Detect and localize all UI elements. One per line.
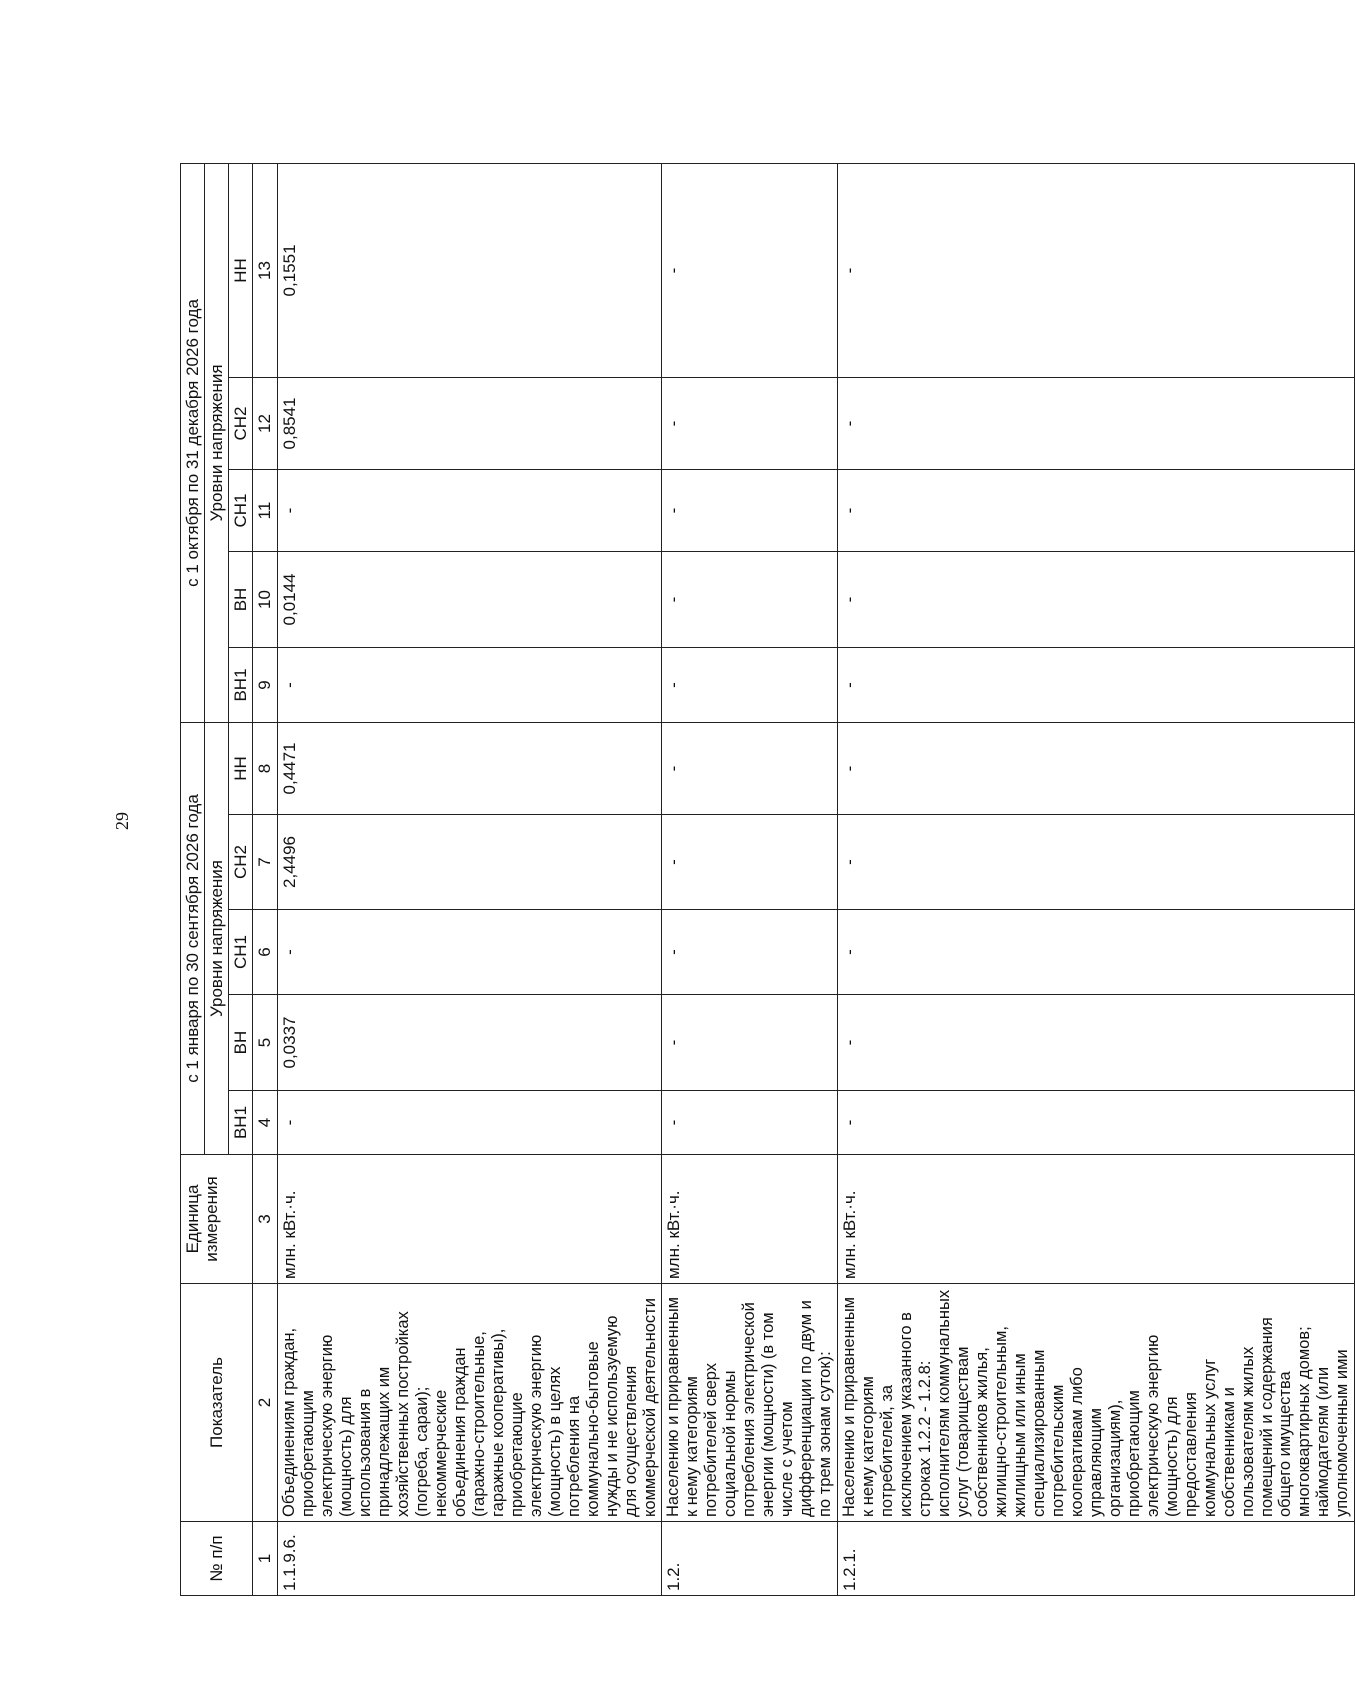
value-cell: - [662, 377, 838, 469]
value-cell: - [662, 995, 838, 1091]
value-cell: - [662, 910, 838, 995]
column-number: 10 [253, 551, 278, 647]
table-row [662, 163, 838, 1595]
column-number: 2 [253, 1284, 278, 1522]
level-sn1: СН1 [229, 910, 253, 995]
column-number: 6 [253, 910, 278, 995]
value-cell: - [278, 469, 662, 551]
header-unit: Единица измерения [181, 1155, 253, 1284]
value-cell: - [838, 815, 1355, 910]
value-cell: - [662, 1091, 838, 1155]
row-indicator: Объединениям граждан, приобретающим электрическую энергию (мощность) для использования в принадлежащих им хозяйственных постройках (погреба, сараи); некоммерческие объединения граждан (гаражно-строительные, гаражные кооперативы), приобретающие электрическую энергию (мощность) в целях потребления на коммунально-бытовые нужды и не используемую для осуществления коммерческой деятельности [278, 1284, 662, 1522]
column-number: 5 [253, 995, 278, 1091]
row-number: 1.1.9.6. [278, 1522, 662, 1596]
header-no: № п/п [181, 1522, 253, 1596]
value-cell: - [838, 647, 1355, 722]
row-unit: млн. кВт.·ч. [838, 1155, 1355, 1284]
column-number: 11 [253, 469, 278, 551]
value-cell: - [662, 647, 838, 722]
level-vn: ВН [229, 551, 253, 647]
column-number: 13 [253, 163, 278, 377]
column-number: 4 [253, 1091, 278, 1155]
rotated-table-container [180, 164, 1352, 1596]
value-cell: - [838, 551, 1355, 647]
column-number: 8 [253, 722, 278, 814]
table-row [278, 163, 662, 1595]
value-cell: 0,1551 [278, 163, 662, 377]
level-vn: ВН [229, 995, 253, 1091]
value-cell: - [662, 551, 838, 647]
value-cell: - [278, 647, 662, 722]
value-cell: - [662, 722, 838, 814]
header-period-1: с 1 января по 30 сентября 2026 года [181, 722, 205, 1154]
column-number: 12 [253, 377, 278, 469]
value-cell: - [838, 377, 1355, 469]
header-voltage-1: Уровни напряжения [205, 722, 229, 1154]
value-cell: - [662, 163, 838, 377]
column-number: 9 [253, 647, 278, 722]
level-sn2: СН2 [229, 377, 253, 469]
value-cell: 0,0337 [278, 995, 662, 1091]
value-cell: 0,8541 [278, 377, 662, 469]
column-number: 1 [253, 1522, 278, 1596]
value-cell: - [838, 1091, 1355, 1155]
row-number: 1.2.1. [838, 1522, 1355, 1596]
column-number: 7 [253, 815, 278, 910]
value-cell: - [662, 469, 838, 551]
header-voltage-2: Уровни напряжения [205, 163, 229, 722]
header-period-2: с 1 октября по 31 декабря 2026 года [181, 163, 205, 722]
level-nn: НН [229, 163, 253, 377]
value-cell: - [838, 469, 1355, 551]
table-row [838, 163, 1355, 1595]
value-cell: - [838, 163, 1355, 377]
value-cell: - [278, 910, 662, 995]
row-unit: млн. кВт.·ч. [662, 1155, 838, 1284]
tariff-volume-table [180, 163, 1355, 1596]
row-indicator: Населению и приравненным к нему категориям потребителей, за исключением указанного в строках 1.2.2 - 1.2.8: исполнителям коммунальных услуг (товариществам собственников жилья, жилищно-строительным, жилищным или иным специализированным потребительским кооперативам либо управляющим организациям), приобретающим электрическую энергию (мощность) для предоставления коммунальных услуг собственникам и пользователям жилых помещений и содержания общего имущества многоквартирных домов; наймодателям (или уполномоченным ими [838, 1284, 1355, 1522]
value-cell: - [838, 722, 1355, 814]
level-nn: НН [229, 722, 253, 814]
value-cell: - [838, 910, 1355, 995]
value-cell: - [662, 815, 838, 910]
header-indicator: Показатель [181, 1284, 253, 1522]
row-number: 1.2. [662, 1522, 838, 1596]
level-sn1: СН1 [229, 469, 253, 551]
value-cell: 0,0144 [278, 551, 662, 647]
level-vn1: ВН1 [229, 647, 253, 722]
column-number: 3 [253, 1155, 278, 1284]
level-vn1: ВН1 [229, 1091, 253, 1155]
row-unit: млн. кВт.·ч. [278, 1155, 662, 1284]
row-indicator: Населению и приравненным к нему категориям потребителей сверх социальной нормы потребления электрической энергии (мощности) (в том числе с учетом дифференциации по двум и по трем зонам суток): [662, 1284, 838, 1522]
level-sn2: СН2 [229, 815, 253, 910]
page-number: 29 [112, 812, 132, 830]
value-cell: - [278, 1091, 662, 1155]
value-cell: 2,4496 [278, 815, 662, 910]
value-cell: - [838, 995, 1355, 1091]
value-cell: 0,4471 [278, 722, 662, 814]
